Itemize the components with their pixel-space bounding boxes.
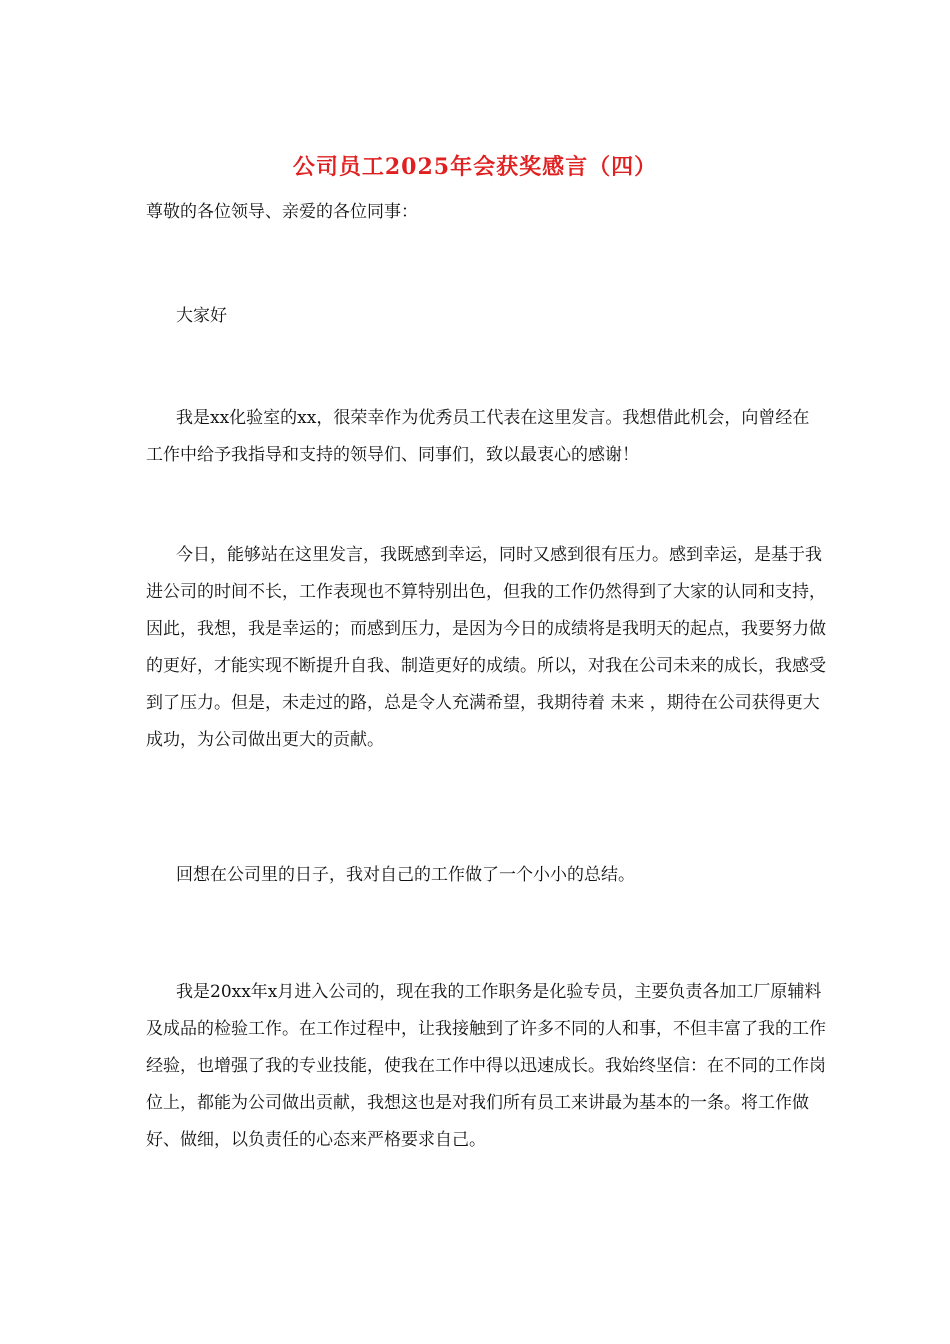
paragraph-work-summary: 我是20xx年x月进入公司的，现在我的工作职务是化验专员，主要负责各加工厂原辅料及成品的检验工作。在工作过程中，让我接触到了许多不同的人和事，不但丰富了我的工作经验，也增强了我的专业技能，使我在工作中得以迅速成长。我始终坚信：在不同的工作岗位上，都能为公司做出贡献，我想这也是对我们所有员工来讲最为基本的一条。将工作做好、做细，以负责任的心态来严格要求自己。 [146,982,826,1150]
paragraph-summary-intro: 回想在公司里的日子，我对自己的工作做了一个小小的总结。 [176,865,635,885]
paragraph-thanks: 我是xx化验室的xx，很荣幸作为优秀员工代表在这里发言。我想借此机会，向曾经在工作中给予我指导和支持的领导们、同事们，致以最衷心的感谢！ [146,408,810,465]
paragraph-pressure: 今日，能够站在这里发言，我既感到幸运，同时又感到很有压力。感到幸运，是基于我进公司的时间不长，工作表现也不算特别出色，但我的工作仍然得到了大家的认同和支持，因此，我想，我是幸运的；而感到压力，是因为今日的成绩将是我明天的起点，我要努力做的更好，才能实现不断提升自我、制造更好的成绩。所以，对我在公司未来的成长，我感受到了压力。但是，未走过的路，总是令人充满希望，我期待着 未来 ，期待在公司获得更大成功，为公司做出更大的贡献。 [146,545,826,750]
document-title: 公司员工2025年会获奖感言（四） [292,154,658,180]
greeting-line: 尊敬的各位领导、亲爱的各位同事： [146,202,418,222]
paragraph-hello: 大家好 [176,306,227,326]
